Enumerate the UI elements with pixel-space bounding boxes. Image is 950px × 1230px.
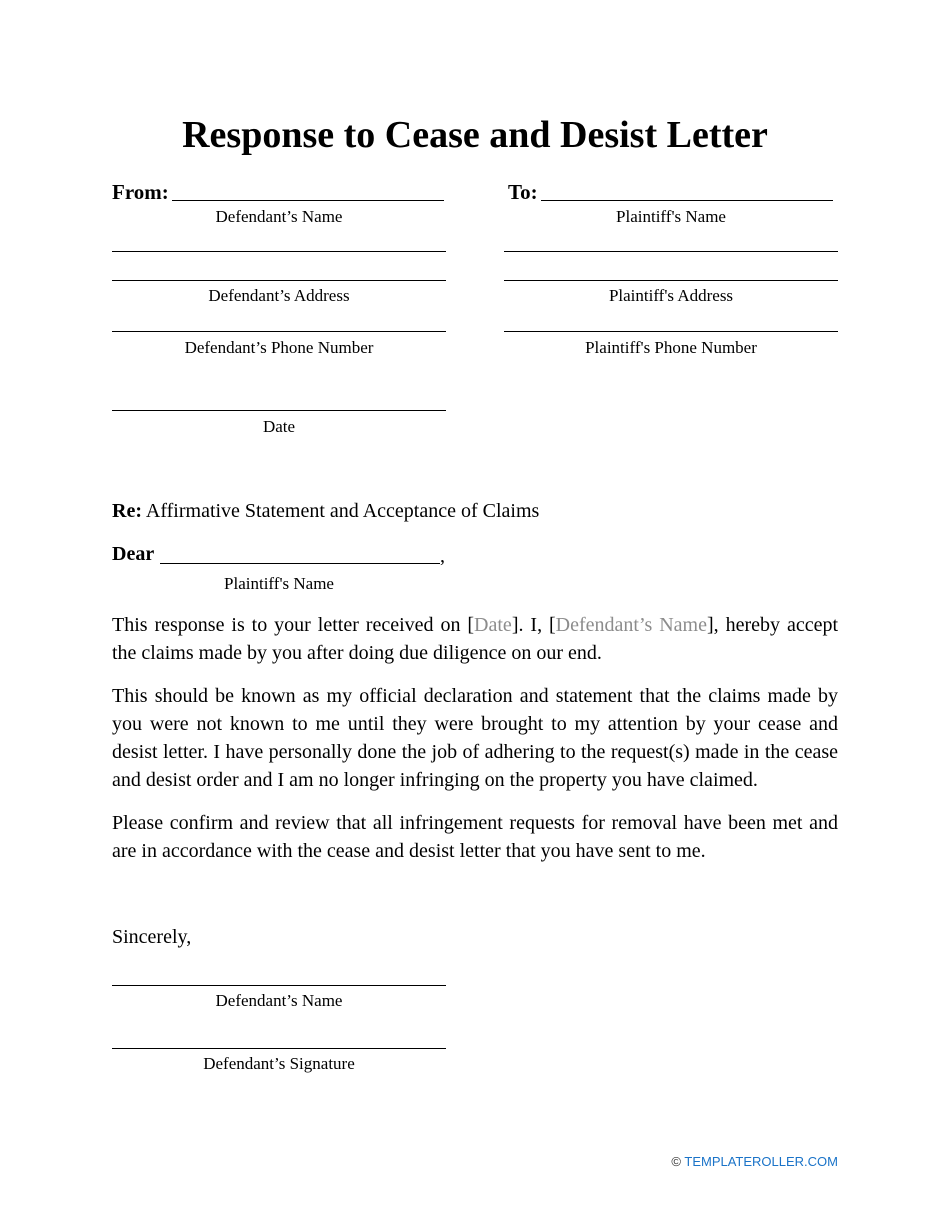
date-placeholder: Date	[474, 614, 512, 636]
dear-label: Dear	[112, 543, 155, 565]
paragraph-1-part-2: ]. I, [	[511, 614, 556, 636]
re-line	[112, 497, 539, 525]
from-label: From:	[112, 180, 169, 204]
re-label: Re:	[112, 500, 142, 522]
dear-caption: Plaintiff's Name	[224, 574, 334, 593]
from-address-line-2[interactable]	[112, 280, 446, 281]
copyright-symbol: ©	[671, 1154, 681, 1169]
footer	[671, 1154, 838, 1170]
from-name-line[interactable]	[172, 200, 444, 201]
re-text: Affirmative Statement and Acceptance of Claims	[145, 500, 540, 522]
signature-name-line[interactable]	[112, 985, 446, 986]
to-address-line-2[interactable]	[504, 280, 838, 281]
paragraph-2: This should be known as my official declaration and statement that the claims made by you were not known to me until they were brought to my attention by your cease and desist letter. I have personally done the job of adhering to the request(s) made in the cease and desist order and I am no longer infringing on the property you have claimed.	[112, 685, 838, 791]
from-address-line-1[interactable]	[112, 251, 446, 252]
from-phone-caption: Defendant’s Phone Number	[184, 338, 374, 357]
paragraph-3: Please confirm and review that all infringement requests for removal have been met and are in accordance with the cease and desist letter that you have sent to me.	[112, 812, 838, 862]
from-address-caption: Defendant’s Address	[208, 286, 350, 305]
from-phone-line[interactable]	[112, 331, 446, 332]
paragraph-1-part-1: This response is to your letter received on [	[112, 614, 475, 636]
from-name-caption: Defendant’s Name	[215, 207, 343, 226]
to-address-line-1[interactable]	[504, 251, 838, 252]
defendant-name-placeholder: Defendant’s Name	[555, 614, 707, 636]
closing: Sincerely,	[112, 926, 192, 948]
to-phone-caption: Plaintiff's Phone Number	[585, 338, 757, 357]
to-address-caption: Plaintiff's Address	[608, 286, 734, 305]
document-title: Response to Cease and Desist Letter	[182, 114, 768, 156]
signature-line[interactable]	[112, 1048, 446, 1049]
to-label: To:	[508, 180, 538, 204]
paragraph-1	[112, 611, 838, 667]
dear-name-line[interactable]	[160, 563, 440, 564]
signature-name-caption: Defendant’s Name	[215, 991, 343, 1010]
date-line[interactable]	[112, 410, 446, 411]
to-name-caption: Plaintiff's Name	[616, 207, 726, 226]
to-phone-line[interactable]	[504, 331, 838, 332]
dear-comma: ,	[440, 545, 445, 567]
signature-caption: Defendant’s Signature	[203, 1054, 355, 1073]
to-name-line[interactable]	[541, 200, 833, 201]
date-caption: Date	[262, 417, 296, 436]
paragraph-1-part-3: ], hereby accept the claims made by you after doing due diligence on our end.	[112, 614, 839, 664]
footer-link[interactable]: TEMPLATEROLLER.COM	[684, 1154, 838, 1169]
